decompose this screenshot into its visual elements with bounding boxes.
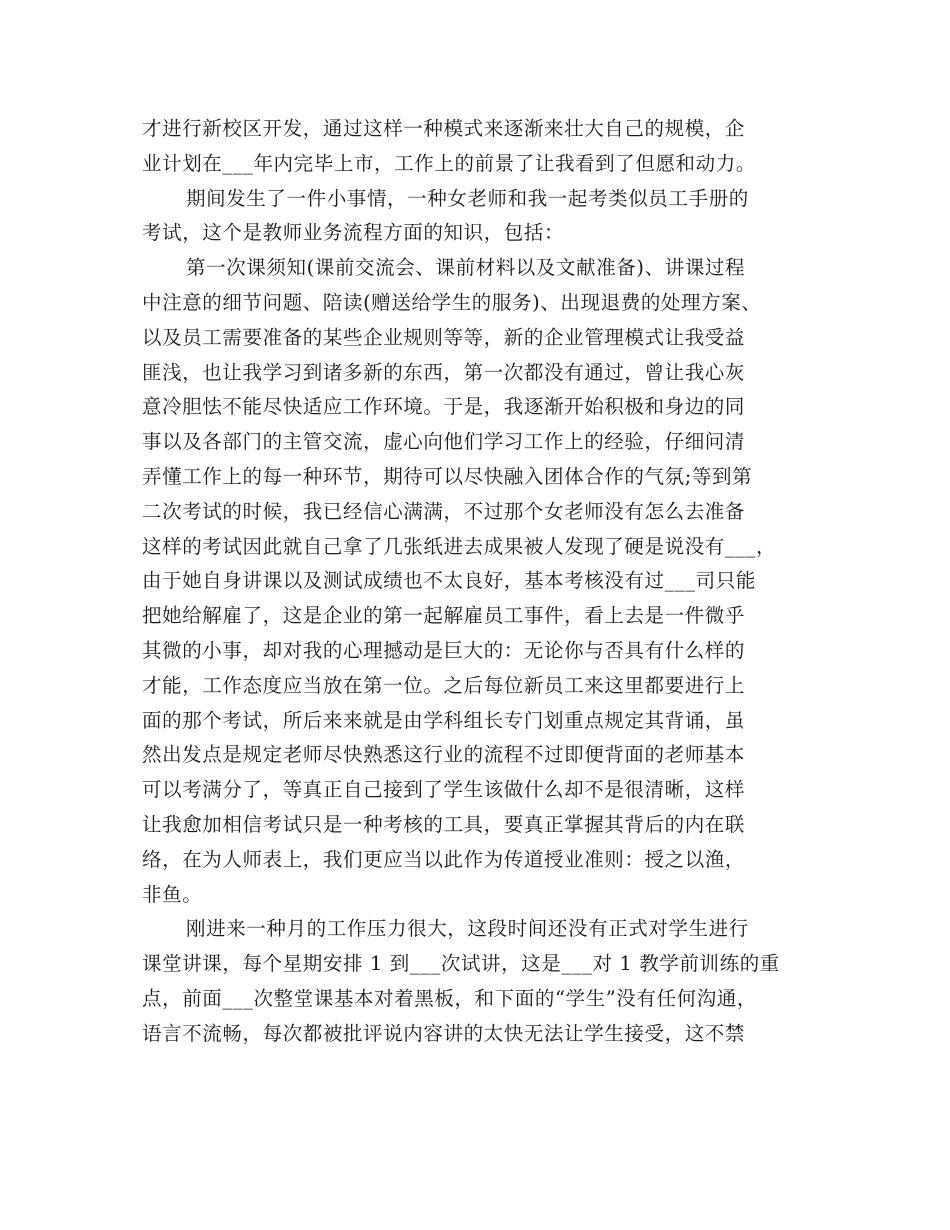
text-line: 面的那个考试，所后来来就是由学科组长专门划重点规定其背诵，虽 xyxy=(142,708,746,732)
text-line: 刚进来一种月的工作压力很大，这段时间还没有正式对学生进行 xyxy=(186,917,749,941)
text-line: 让我愈加相信考试只是一种考核的工具，要真正掌握其背后的内在联 xyxy=(142,812,746,836)
text-line: 把她给解雇了，这是企业的第一起解雇员工事件，看上去是一件微乎 xyxy=(142,604,746,628)
text-line: 期间发生了一件小事情，一种女老师和我一起考类似员工手册的 xyxy=(186,186,749,210)
text-line: 然出发点是规定老师尽快熟悉这行业的流程不过即便背面的老师基本 xyxy=(142,743,746,767)
text-line: 业计划在___年内完毕上市，工作上的前景了让我看到了但愿和动力。 xyxy=(142,151,756,175)
text-line: 以及员工需要准备的某些企业规则等等，新的企业管理模式让我受益 xyxy=(142,325,746,349)
text-line: 中注意的细节问题、陪读(赠送给学生的服务)、出现退费的处理方案、 xyxy=(142,290,762,314)
text-line: 弄懂工作上的每一种环节，期待可以尽快融入团体合作的气氛;等到第 xyxy=(142,464,753,488)
text-line: 考试，这个是教师业务流程方面的知识，包括： xyxy=(142,221,565,245)
text-line: 其微的小事，却对我的心理撼动是巨大的：无论你与否具有什么样的 xyxy=(142,638,746,662)
text-line: 非鱼。 xyxy=(142,882,203,906)
text-line: 课堂讲课，每个星期安排 1 到___次试讲，这是___对 1 教学前训练的重 xyxy=(142,952,780,976)
text-line: 才能，工作态度应当放在第一位。之后每位新员工来这里都要进行上 xyxy=(142,673,746,697)
text-line: 这样的考试因此就自己拿了几张纸进去成果被人发现了硬是说没有___， xyxy=(142,534,777,558)
text-line: 络，在为人师表上，我们更应当以此作为传道授业准则：授之以渔， xyxy=(142,847,746,871)
text-line: 第一次课须知(课前交流会、课前材料以及文献准备)、讲课过程 xyxy=(186,256,746,280)
text-line: 才进行新校区开发，通过这样一种模式来逐渐来壮大自己的规模，企 xyxy=(142,117,746,140)
text-line: 由于她自身讲课以及测试成绩也不太良好，基本考核没有过___司只能 xyxy=(142,569,756,593)
text-line: 事以及各部门的主管交流，虚心向他们学习工作上的经验，仔细问清 xyxy=(142,430,746,454)
text-line: 可以考满分了，等真正自己接到了学生该做什么却不是很清晰，这样 xyxy=(142,778,746,802)
text-line: 匪浅，也让我学习到诸多新的东西，第一次都没有通过，曾让我心灰 xyxy=(142,360,746,384)
text-line: 二次考试的时候，我已经信心满满，不过那个女老师没有怎么去准备 xyxy=(142,499,746,523)
text-line: 语言不流畅，每次都被批评说内容讲的太快无法让学生接受，这不禁 xyxy=(142,1021,746,1045)
text-line: 点，前面___次整堂课基本对着黑板，和下面的“学生”没有任何沟通， xyxy=(142,986,757,1010)
body-text xyxy=(142,112,822,1052)
text-line: 意冷胆怯不能尽快适应工作环境。于是，我逐渐开始积极和身边的同 xyxy=(142,395,746,419)
